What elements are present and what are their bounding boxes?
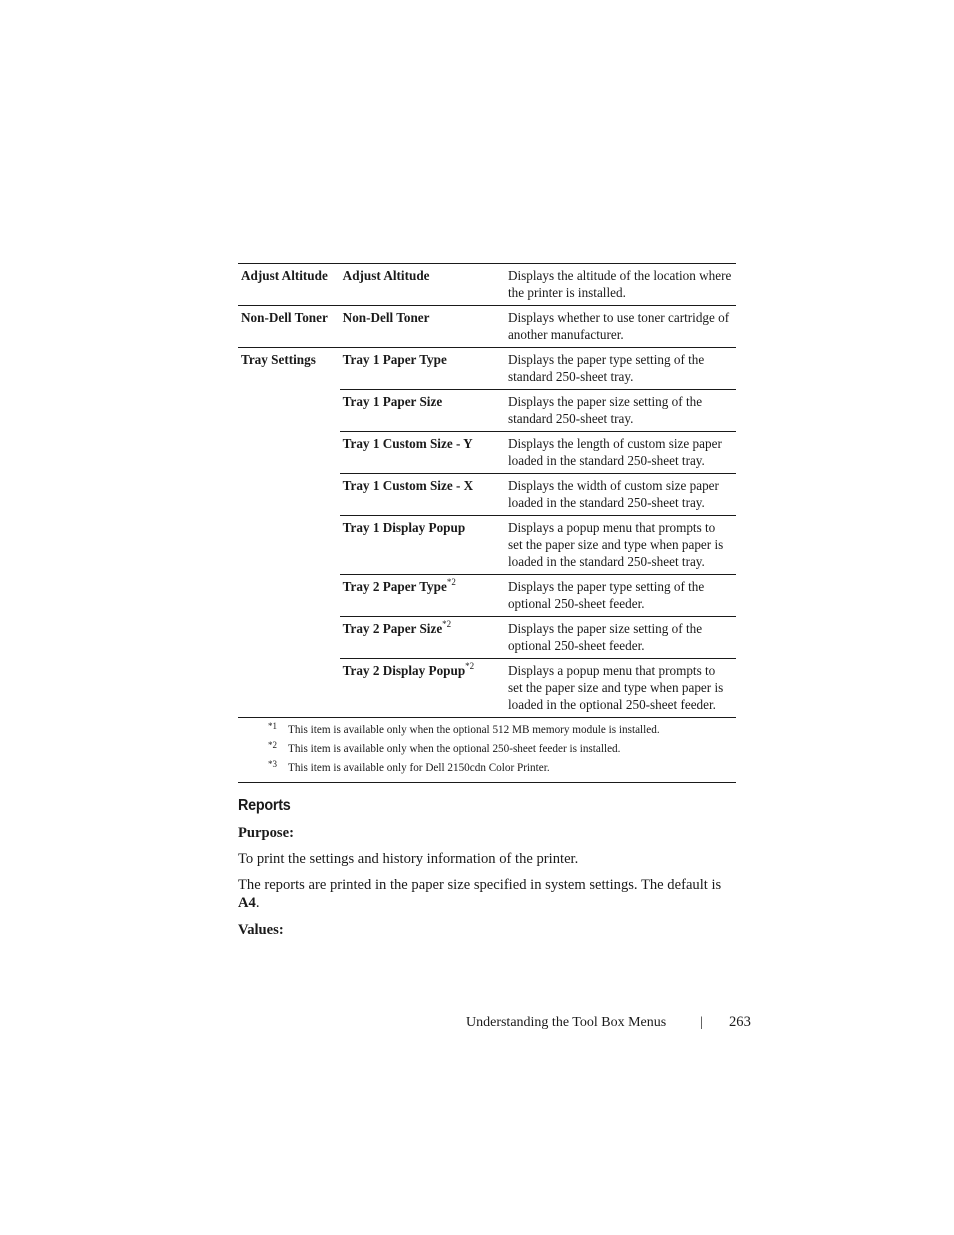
table-row [238,659,736,718]
item-label: Tray 2 Display Popup [342,663,466,678]
item-cell [340,432,505,474]
group-cell [238,390,340,432]
table-row [238,516,736,575]
item-label: Tray 1 Paper Size [342,394,443,409]
item-label: Adjust Altitude [342,268,430,283]
footnote [238,759,736,778]
paragraph-end: . [255,895,260,911]
footer-separator: | [700,1015,703,1030]
page-number: 263 [729,1014,751,1030]
footnote-reference: *2 [446,576,456,587]
footnote-reference: *2 [442,618,452,629]
footnote [238,721,736,740]
item-cell [340,264,505,306]
description-cell: Displays the paper type setting of the standard 250-sheet tray. [505,348,736,390]
group-cell [238,432,340,474]
description-cell: Displays a popup menu that prompts to set the paper size and type when paper is loaded in the optional 250-sheet feeder. [505,659,736,718]
item-label: Tray 1 Display Popup [342,520,466,535]
item-cell [340,390,505,432]
footnote-text: This item is available only when the optional 250-sheet feeder is installed. [288,743,621,755]
description-cell: Displays the altitude of the location where the printer is installed. [505,264,736,306]
footnote-mark: *1 [268,721,277,731]
description-cell: Displays the paper type setting of the optional 250-sheet feeder. [505,575,736,617]
paragraph-text: The reports are printed in the paper size specified in system settings. The default is [238,877,722,893]
description-cell: Displays the paper size setting of the optional 250-sheet feeder. [505,617,736,659]
table-row [238,474,736,516]
document-page [238,263,736,939]
item-label: Tray 1 Custom Size - X [342,478,474,493]
default-value: A4 [238,895,256,911]
table-row [238,306,736,348]
table-row [238,348,736,390]
footnote-text: This item is available only for Dell 2150cdn Color Printer. [288,762,550,774]
description-cell: Displays a popup menu that prompts to set the paper size and type when paper is loaded in the standard 250-sheet tray. [505,516,736,575]
settings-table [238,263,736,718]
table-row [238,264,736,306]
footnote [238,740,736,759]
item-cell [340,474,505,516]
table-footnotes [238,718,736,783]
footer-title: Understanding the Tool Box Menus [466,1015,667,1030]
paper-size-paragraph [238,876,736,912]
description-cell: Displays the width of custom size paper loaded in the standard 250-sheet tray. [505,474,736,516]
item-cell [340,575,505,617]
section-heading: Reports [238,797,291,814]
values-label: Values: [238,922,284,938]
item-cell [340,306,505,348]
table-row [238,575,736,617]
table-row [238,390,736,432]
item-label: Tray 1 Paper Type [342,352,447,367]
purpose-paragraph: To print the settings and history information of the printer. [238,851,579,867]
footnote-text: This item is available only when the optional 512 MB memory module is installed. [288,724,660,736]
group-cell [238,617,340,659]
group-cell [238,575,340,617]
description-cell: Displays whether to use toner cartridge of another manufacturer. [505,306,736,348]
group-cell: Tray Settings [238,348,340,390]
group-cell [238,659,340,718]
purpose-label: Purpose: [238,825,294,841]
group-cell [238,516,340,575]
footnote-reference: *2 [465,660,475,671]
group-cell: Non-Dell Toner [238,306,340,348]
description-cell: Displays the length of custom size paper loaded in the standard 250-sheet tray. [505,432,736,474]
group-cell: Adjust Altitude [238,264,340,306]
item-cell [340,659,505,718]
item-label: Tray 1 Custom Size - Y [342,436,473,451]
table-row [238,617,736,659]
item-cell [340,348,505,390]
item-cell [340,516,505,575]
item-label: Non-Dell Toner [342,310,430,325]
description-cell: Displays the paper size setting of the standard 250-sheet tray. [505,390,736,432]
footnote-mark: *2 [268,740,277,750]
item-label: Tray 2 Paper Size [342,621,443,636]
table-row [238,432,736,474]
footnote-mark: *3 [268,759,277,769]
item-cell [340,617,505,659]
item-label: Tray 2 Paper Type [342,579,447,594]
group-cell [238,474,340,516]
